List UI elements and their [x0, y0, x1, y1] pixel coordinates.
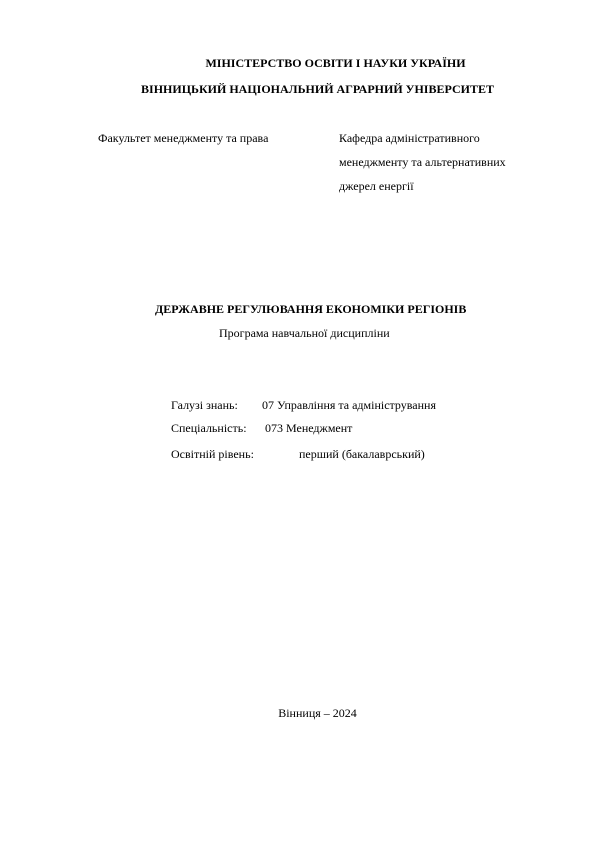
- course-subtitle: Програма навчальної дисципліни: [219, 326, 390, 340]
- faculty-name: Факультет менеджменту та права: [98, 131, 269, 145]
- university-heading: ВІННИЦЬКИЙ НАЦІОНАЛЬНИЙ АГРАРНИЙ УНІВЕРСИТЕТ: [141, 82, 494, 96]
- specialty-label: Спеціальність:: [171, 421, 247, 435]
- course-title: ДЕРЖАВНЕ РЕГУЛЮВАННЯ ЕКОНОМІКИ РЕГІОНІВ: [155, 302, 467, 316]
- education-level-value: перший (бакалаврський): [299, 447, 425, 461]
- department-line-3: джерел енергії: [339, 179, 414, 193]
- ministry-heading: МІНІСТЕРСТВО ОСВІТИ І НАУКИ УКРАЇНИ: [205, 56, 466, 70]
- department-line-1: Кафедра адміністративного: [339, 131, 480, 145]
- knowledge-area-value: 07 Управління та адміністрування: [262, 398, 436, 412]
- city-year-footer: Вінниця – 2024: [278, 706, 357, 720]
- department-line-2: менеджменту та альтернативних: [339, 155, 506, 169]
- knowledge-area-label: Галузі знань:: [171, 398, 238, 412]
- education-level-label: Освітній рівень:: [171, 447, 254, 461]
- specialty-value: 073 Менеджмент: [265, 421, 353, 435]
